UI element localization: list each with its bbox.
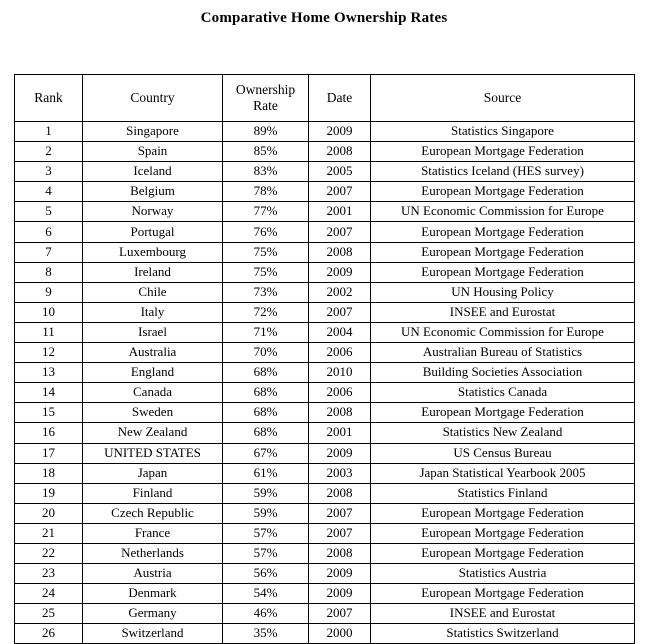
cell-source: European Mortgage Federation <box>371 584 635 604</box>
cell-date: 2007 <box>309 222 371 242</box>
cell-rank: 2 <box>15 142 83 162</box>
cell-source: Statistics Austria <box>371 564 635 584</box>
cell-rank: 17 <box>15 443 83 463</box>
cell-ownership-rate: 59% <box>223 503 309 523</box>
table-row <box>15 322 635 342</box>
cell-rank: 16 <box>15 423 83 443</box>
table-row <box>15 363 635 383</box>
cell-ownership-rate: 57% <box>223 523 309 543</box>
cell-country: Canada <box>83 383 223 403</box>
table-row <box>15 523 635 543</box>
cell-source: European Mortgage Federation <box>371 403 635 423</box>
cell-source: Statistics New Zealand <box>371 423 635 443</box>
table-row <box>15 383 635 403</box>
table-row <box>15 122 635 142</box>
cell-ownership-rate: 68% <box>223 403 309 423</box>
cell-country: UNITED STATES <box>83 443 223 463</box>
table-row <box>15 463 635 483</box>
cell-source: INSEE and Eurostat <box>371 604 635 624</box>
table-row <box>15 543 635 563</box>
cell-ownership-rate: 89% <box>223 122 309 142</box>
cell-source: European Mortgage Federation <box>371 262 635 282</box>
column-header-date: Date <box>309 75 371 122</box>
table-row <box>15 182 635 202</box>
cell-source: European Mortgage Federation <box>371 523 635 543</box>
column-header-ownership-rate-line2: Rate <box>253 98 278 113</box>
cell-country: Italy <box>83 302 223 322</box>
cell-date: 2007 <box>309 302 371 322</box>
cell-ownership-rate: 57% <box>223 543 309 563</box>
cell-date: 2008 <box>309 543 371 563</box>
column-header-ownership-rate-line1: Ownership <box>235 82 296 98</box>
cell-ownership-rate: 73% <box>223 282 309 302</box>
table-row <box>15 604 635 624</box>
cell-date: 2002 <box>309 282 371 302</box>
cell-date: 2009 <box>309 584 371 604</box>
cell-rank: 19 <box>15 483 83 503</box>
cell-source: UN Economic Commission for Europe <box>371 202 635 222</box>
cell-source: European Mortgage Federation <box>371 503 635 523</box>
table-row <box>15 282 635 302</box>
cell-ownership-rate: 76% <box>223 222 309 242</box>
table-row <box>15 483 635 503</box>
table-row <box>15 343 635 363</box>
cell-rank: 9 <box>15 282 83 302</box>
cell-rank: 21 <box>15 523 83 543</box>
cell-rank: 11 <box>15 322 83 342</box>
cell-rank: 25 <box>15 604 83 624</box>
cell-rank: 1 <box>15 122 83 142</box>
table-row <box>15 443 635 463</box>
table-row <box>15 222 635 242</box>
cell-rank: 14 <box>15 383 83 403</box>
cell-source: UN Housing Policy <box>371 282 635 302</box>
table-row <box>15 142 635 162</box>
cell-country: England <box>83 363 223 383</box>
cell-date: 2009 <box>309 443 371 463</box>
cell-ownership-rate: 35% <box>223 624 309 644</box>
column-header-source: Source <box>371 75 635 122</box>
cell-country: Chile <box>83 282 223 302</box>
cell-country: Austria <box>83 564 223 584</box>
table-row <box>15 242 635 262</box>
cell-country: Australia <box>83 343 223 363</box>
cell-country: Iceland <box>83 162 223 182</box>
cell-date: 2009 <box>309 122 371 142</box>
cell-rank: 18 <box>15 463 83 483</box>
table-row <box>15 162 635 182</box>
cell-rank: 10 <box>15 302 83 322</box>
cell-rank: 6 <box>15 222 83 242</box>
cell-rank: 5 <box>15 202 83 222</box>
cell-ownership-rate: 68% <box>223 383 309 403</box>
cell-country: Switzerland <box>83 624 223 644</box>
cell-ownership-rate: 77% <box>223 202 309 222</box>
cell-ownership-rate: 67% <box>223 443 309 463</box>
cell-ownership-rate: 59% <box>223 483 309 503</box>
cell-country: Spain <box>83 142 223 162</box>
home-ownership-table-container <box>14 74 634 644</box>
cell-date: 2008 <box>309 483 371 503</box>
cell-country: Israel <box>83 322 223 342</box>
cell-date: 2007 <box>309 523 371 543</box>
cell-ownership-rate: 75% <box>223 242 309 262</box>
table-row <box>15 302 635 322</box>
cell-country: Czech Republic <box>83 503 223 523</box>
cell-date: 2005 <box>309 162 371 182</box>
cell-country: New Zealand <box>83 423 223 443</box>
cell-date: 2008 <box>309 403 371 423</box>
table-header-row <box>15 75 635 122</box>
cell-country: Sweden <box>83 403 223 423</box>
cell-date: 2003 <box>309 463 371 483</box>
column-header-ownership-rate <box>223 75 309 122</box>
cell-source: European Mortgage Federation <box>371 222 635 242</box>
cell-date: 2000 <box>309 624 371 644</box>
table-header <box>15 75 635 122</box>
home-ownership-table <box>14 74 635 644</box>
cell-source: European Mortgage Federation <box>371 543 635 563</box>
cell-source: Building Societies Association <box>371 363 635 383</box>
cell-ownership-rate: 46% <box>223 604 309 624</box>
cell-source: Statistics Switzerland <box>371 624 635 644</box>
cell-rank: 4 <box>15 182 83 202</box>
cell-source: Statistics Singapore <box>371 122 635 142</box>
page-title: Comparative Home Ownership Rates <box>200 10 448 26</box>
cell-country: Denmark <box>83 584 223 604</box>
cell-ownership-rate: 61% <box>223 463 309 483</box>
cell-country: Norway <box>83 202 223 222</box>
cell-ownership-rate: 78% <box>223 182 309 202</box>
cell-country: Luxembourg <box>83 242 223 262</box>
cell-source: Statistics Canada <box>371 383 635 403</box>
cell-country: Singapore <box>83 122 223 142</box>
cell-rank: 24 <box>15 584 83 604</box>
cell-date: 2006 <box>309 383 371 403</box>
cell-rank: 13 <box>15 363 83 383</box>
cell-ownership-rate: 85% <box>223 142 309 162</box>
cell-source: European Mortgage Federation <box>371 242 635 262</box>
cell-date: 2001 <box>309 202 371 222</box>
cell-rank: 8 <box>15 262 83 282</box>
table-body <box>15 122 635 644</box>
cell-ownership-rate: 68% <box>223 363 309 383</box>
cell-country: Netherlands <box>83 543 223 563</box>
cell-source: Australian Bureau of Statistics <box>371 343 635 363</box>
table-row <box>15 584 635 604</box>
cell-ownership-rate: 68% <box>223 423 309 443</box>
cell-date: 2010 <box>309 363 371 383</box>
cell-ownership-rate: 83% <box>223 162 309 182</box>
cell-country: Ireland <box>83 262 223 282</box>
cell-date: 2006 <box>309 343 371 363</box>
cell-source: Japan Statistical Yearbook 2005 <box>371 463 635 483</box>
cell-ownership-rate: 54% <box>223 584 309 604</box>
cell-country: Germany <box>83 604 223 624</box>
cell-source: Statistics Iceland (HES survey) <box>371 162 635 182</box>
cell-date: 2008 <box>309 142 371 162</box>
cell-date: 2007 <box>309 182 371 202</box>
table-row <box>15 262 635 282</box>
cell-ownership-rate: 70% <box>223 343 309 363</box>
cell-rank: 3 <box>15 162 83 182</box>
cell-rank: 22 <box>15 543 83 563</box>
cell-ownership-rate: 71% <box>223 322 309 342</box>
cell-ownership-rate: 75% <box>223 262 309 282</box>
column-header-rank: Rank <box>15 75 83 122</box>
cell-source: Statistics Finland <box>371 483 635 503</box>
cell-ownership-rate: 72% <box>223 302 309 322</box>
cell-country: Finland <box>83 483 223 503</box>
table-row <box>15 503 635 523</box>
table-row <box>15 564 635 584</box>
cell-rank: 7 <box>15 242 83 262</box>
cell-country: Belgium <box>83 182 223 202</box>
column-header-country: Country <box>83 75 223 122</box>
cell-source: European Mortgage Federation <box>371 182 635 202</box>
table-row <box>15 624 635 644</box>
table-row <box>15 403 635 423</box>
table-row <box>15 423 635 443</box>
cell-source: UN Economic Commission for Europe <box>371 322 635 342</box>
cell-country: France <box>83 523 223 543</box>
cell-rank: 15 <box>15 403 83 423</box>
document-page <box>0 10 648 643</box>
cell-rank: 20 <box>15 503 83 523</box>
cell-rank: 12 <box>15 343 83 363</box>
cell-source: European Mortgage Federation <box>371 142 635 162</box>
cell-country: Portugal <box>83 222 223 242</box>
cell-ownership-rate: 56% <box>223 564 309 584</box>
cell-source: US Census Bureau <box>371 443 635 463</box>
cell-date: 2009 <box>309 262 371 282</box>
cell-date: 2001 <box>309 423 371 443</box>
cell-rank: 26 <box>15 624 83 644</box>
table-row <box>15 202 635 222</box>
cell-date: 2009 <box>309 564 371 584</box>
cell-date: 2007 <box>309 604 371 624</box>
cell-source: INSEE and Eurostat <box>371 302 635 322</box>
cell-rank: 23 <box>15 564 83 584</box>
cell-country: Japan <box>83 463 223 483</box>
cell-date: 2008 <box>309 242 371 262</box>
cell-date: 2004 <box>309 322 371 342</box>
cell-date: 2007 <box>309 503 371 523</box>
